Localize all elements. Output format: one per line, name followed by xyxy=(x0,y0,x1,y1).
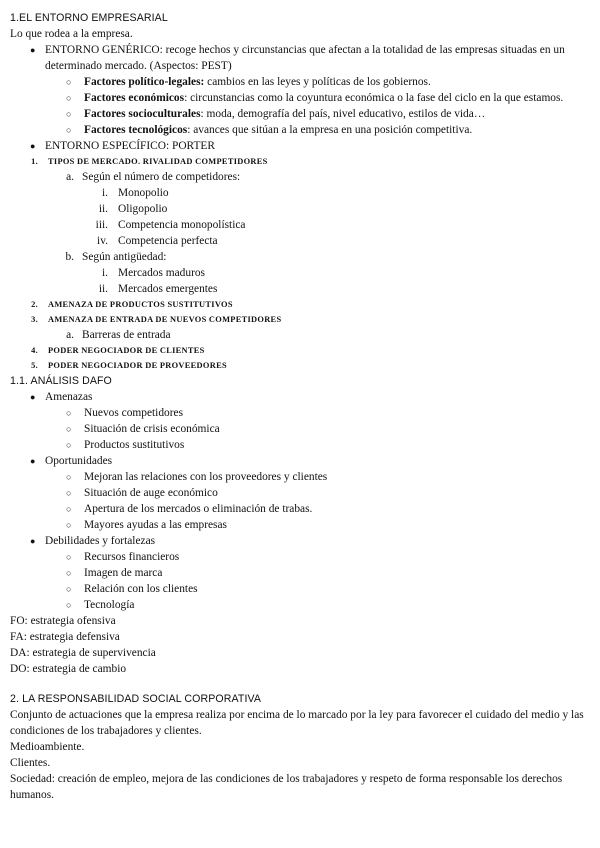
dafo-item-text: Situación de auge económico xyxy=(84,487,218,499)
porter-title: AMENAZA DE PRODUCTOS SUSTITUTIVOS xyxy=(48,300,233,309)
roman-number: ii. xyxy=(98,283,108,295)
pest-factor xyxy=(10,106,590,122)
section1-intro: Lo que rodea a la empresa. xyxy=(10,28,133,40)
dafo-item xyxy=(10,549,590,565)
specific-environment xyxy=(10,138,590,154)
bullet-circle: ○ xyxy=(66,125,72,135)
dafo-item-text: Mejoran las relaciones con los proveedores y clientes xyxy=(84,471,328,483)
dafo-item xyxy=(10,469,590,485)
dafo-item xyxy=(10,517,590,533)
factor-text: : circunstancias como la coyuntura económica o la fase del ciclo en la que estamos. xyxy=(184,92,564,104)
dafo-group-name: Amenazas xyxy=(45,391,93,403)
dafo-item xyxy=(10,421,590,437)
market-subitem xyxy=(10,169,590,185)
dafo-group xyxy=(10,453,590,469)
section2-title: 2. LA RESPONSABILIDAD SOCIAL CORPORATIVA xyxy=(10,693,262,705)
section-gap xyxy=(10,677,590,691)
dafo-group xyxy=(10,389,590,405)
factor-text: cambios en las leyes y políticas de los gobiernos. xyxy=(204,76,431,88)
specific-text: ENTORNO ESPECÍFICO: PORTER xyxy=(45,140,215,152)
dafo-title: 1.1. ANÁLISIS DAFO xyxy=(10,375,112,387)
roman-number: i. xyxy=(101,267,108,279)
dafo-item xyxy=(10,437,590,453)
bullet-circle: ○ xyxy=(66,568,72,578)
factor-label: Factores tecnológicos xyxy=(84,124,188,136)
factor-text: : moda, demografía del país, nivel educativo, estilos de vida… xyxy=(200,108,486,120)
dafo-item xyxy=(10,565,590,581)
subitem-text: Según el número de competidores: xyxy=(82,171,241,183)
generic-text: ENTORNO GENÉRICO: recoge hechos y circunstancias que afectan a la totalidad de las empresas situadas en un determinado mercado. (Aspectos: PEST) xyxy=(45,44,565,72)
porter-force xyxy=(10,154,590,169)
bullet-circle: ○ xyxy=(66,77,72,87)
strategy-line: FO: estrategia ofensiva xyxy=(10,615,116,627)
dafo-item-text: Tecnología xyxy=(84,599,135,611)
dafo-item-text: Mayores ayudas a las empresas xyxy=(84,519,227,531)
market-type-text: Mercados maduros xyxy=(118,267,205,279)
pest-factor xyxy=(10,90,590,106)
porter-number: 3. xyxy=(31,315,38,324)
dafo-item-text: Apertura de los mercados o eliminación de trabas. xyxy=(84,503,313,515)
section2-line: Clientes. xyxy=(10,757,51,769)
bullet-circle: ○ xyxy=(66,440,72,450)
bullet-circle: ○ xyxy=(66,600,72,610)
market-type-text: Monopolio xyxy=(118,187,169,199)
pest-factor xyxy=(10,74,590,90)
bullet-circle: ○ xyxy=(66,520,72,530)
strategy-line: DO: estrategia de cambio xyxy=(10,663,127,675)
porter-title: AMENAZA DE ENTRADA DE NUEVOS COMPETIDORES xyxy=(48,315,282,324)
dafo-item-text: Productos sustitutivos xyxy=(84,439,185,451)
market-type-text: Mercados emergentes xyxy=(118,283,218,295)
dafo-item-text: Situación de crisis económica xyxy=(84,423,220,435)
section2-line: Medioambiente. xyxy=(10,741,85,753)
dafo-group xyxy=(10,533,590,549)
dafo-item xyxy=(10,581,590,597)
bullet-circle: ○ xyxy=(66,504,72,514)
subitem-letter: a. xyxy=(66,329,74,341)
section2-sociedad: Sociedad: creación de empleo, mejora de las condiciones de los trabajadores y respeto de forma responsable los derechos humanos. xyxy=(10,773,563,801)
dafo-item-text: Recursos financieros xyxy=(84,551,180,563)
roman-number: ii. xyxy=(98,203,108,215)
section1-title: 1.EL ENTORNO EMPRESARIAL xyxy=(10,12,168,24)
market-type xyxy=(10,201,590,217)
market-type xyxy=(10,265,590,281)
strategy-line: FA: estrategia defensiva xyxy=(10,631,120,643)
market-type-text: Oligopolio xyxy=(118,203,168,215)
bullet-dot: ● xyxy=(30,141,36,151)
bullet-dot: ● xyxy=(30,392,36,402)
market-subitem xyxy=(10,327,590,343)
porter-number: 1. xyxy=(31,157,38,166)
strategy-line: DA: estrategia de supervivencia xyxy=(10,647,156,659)
factor-text: : avances que sitúan a la empresa en una posición competitiva. xyxy=(187,124,473,136)
subitem-letter: b. xyxy=(65,251,74,263)
bullet-dot: ● xyxy=(30,456,36,466)
porter-number: 2. xyxy=(31,300,38,309)
market-type xyxy=(10,281,590,297)
bullet-circle: ○ xyxy=(66,93,72,103)
market-type xyxy=(10,233,590,249)
porter-title: PODER NEGOCIADOR DE PROVEEDORES xyxy=(48,361,227,370)
dafo-group-name: Debilidades y fortalezas xyxy=(45,535,156,547)
market-type-text: Competencia monopolística xyxy=(118,219,246,231)
porter-title: TIPOS DE MERCADO. RIVALIDAD COMPETIDORES xyxy=(48,157,268,166)
bullet-circle: ○ xyxy=(66,408,72,418)
bullet-circle: ○ xyxy=(66,424,72,434)
porter-number: 4. xyxy=(31,346,38,355)
dafo-item xyxy=(10,501,590,517)
porter-title: PODER NEGOCIADOR DE CLIENTES xyxy=(48,346,205,355)
market-type-text: Competencia perfecta xyxy=(118,235,218,247)
dafo-item-text: Relación con los clientes xyxy=(84,583,198,595)
subitem-letter: a. xyxy=(66,171,74,183)
dafo-item-text: Nuevos competidores xyxy=(84,407,184,419)
roman-number: iii. xyxy=(95,219,108,231)
factor-label: Factores económicos xyxy=(84,92,185,104)
subitem-text: Según antigüedad: xyxy=(82,251,167,263)
generic-environment xyxy=(10,42,590,74)
dafo-item-text: Imagen de marca xyxy=(84,567,163,579)
dafo-item xyxy=(10,597,590,613)
market-subitem xyxy=(10,249,590,265)
bullet-dot: ● xyxy=(30,45,36,55)
document-page xyxy=(10,10,590,803)
market-type xyxy=(10,217,590,233)
dafo-group-name: Oportunidades xyxy=(45,455,113,467)
factor-label: Factores socioculturales xyxy=(84,108,201,120)
roman-number: iv. xyxy=(97,235,108,247)
dafo-item xyxy=(10,405,590,421)
bullet-circle: ○ xyxy=(66,584,72,594)
porter-force xyxy=(10,297,590,312)
market-type xyxy=(10,185,590,201)
bullet-circle: ○ xyxy=(66,109,72,119)
bullet-circle: ○ xyxy=(66,488,72,498)
porter-number: 5. xyxy=(31,361,38,370)
section2-text: Conjunto de actuaciones que la empresa realiza por encima de lo marcado por la ley para favorecer el cuidado del medio y las condiciones de los trabajadores y clientes. xyxy=(10,709,584,737)
porter-force xyxy=(10,343,590,358)
factor-label: Factores político-legales: xyxy=(84,76,205,88)
porter-force xyxy=(10,358,590,373)
porter-force xyxy=(10,312,590,327)
pest-factor xyxy=(10,122,590,138)
bullet-dot: ● xyxy=(30,536,36,546)
roman-number: i. xyxy=(101,187,108,199)
bullet-circle: ○ xyxy=(66,552,72,562)
bullet-circle: ○ xyxy=(66,472,72,482)
dafo-item xyxy=(10,485,590,501)
pest-factor-list xyxy=(10,74,590,138)
subitem-text: Barreras de entrada xyxy=(82,329,171,341)
